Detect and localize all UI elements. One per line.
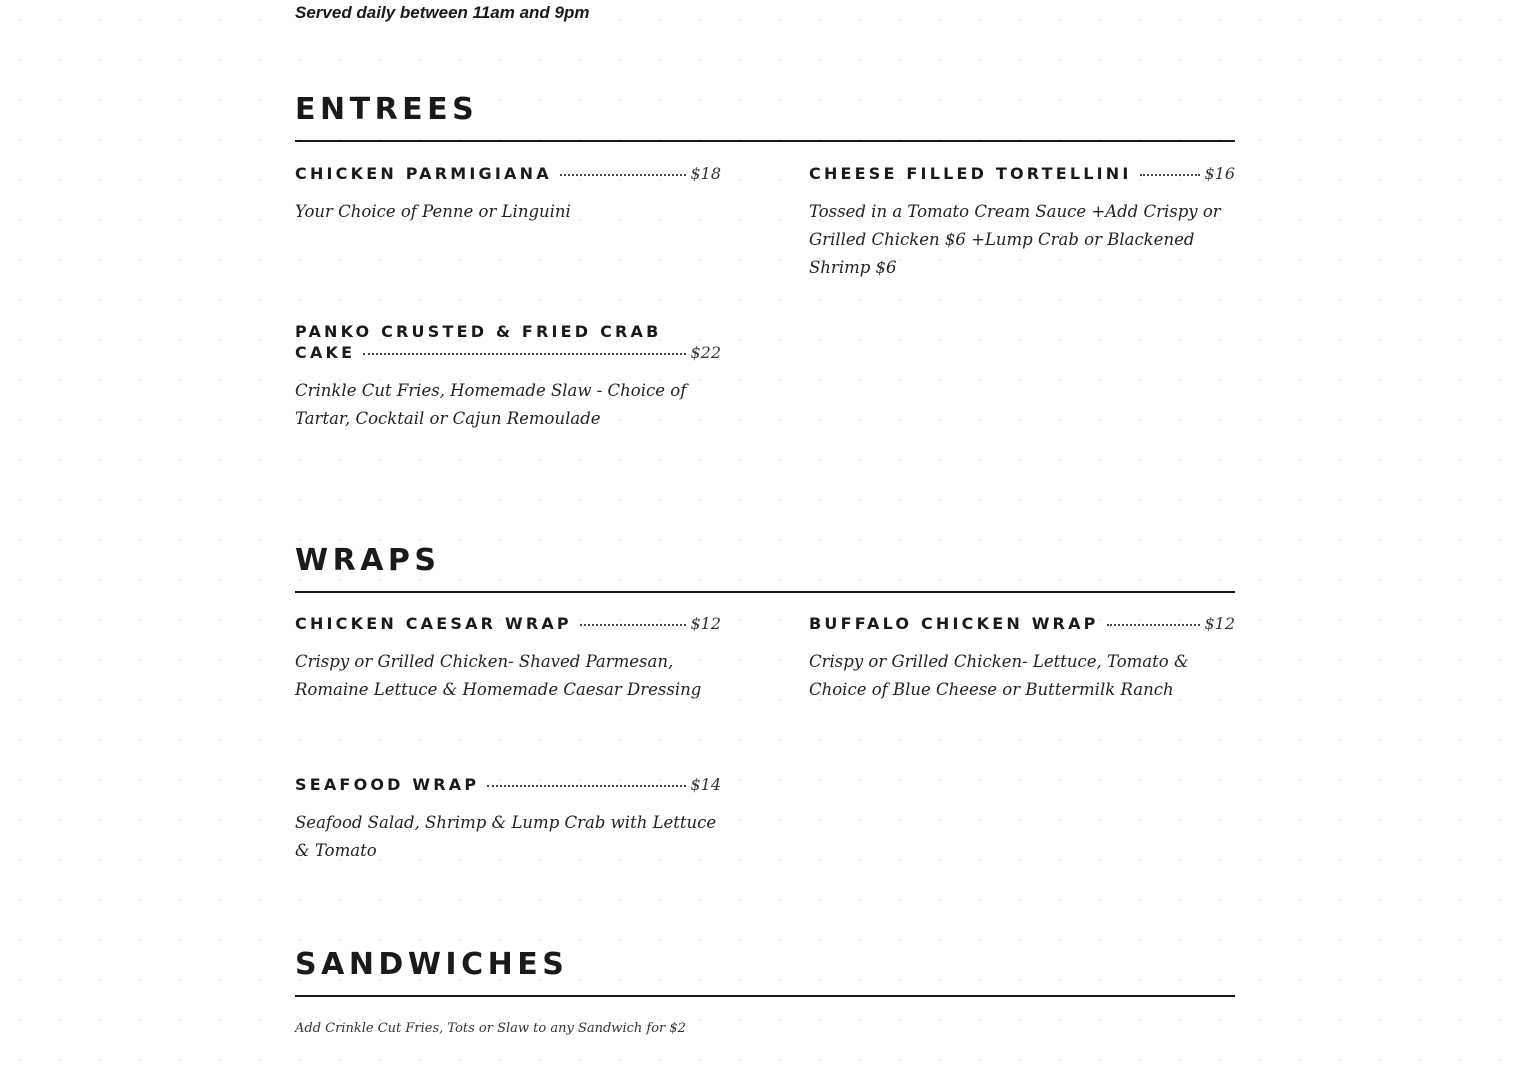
menu-item-chicken-parmigiana [295,163,721,226]
section-title-wraps: WRAPS [295,543,441,578]
item-price: $18 [690,164,721,183]
item-name: SEAFOOD WRAP [295,775,480,794]
item-description: Crispy or Grilled Chicken- Shaved Parmesan, Romaine Lettuce & Homemade Caesar Dressing [295,652,702,699]
item-description: Crinkle Cut Fries, Homemade Slaw - Choice of Tartar, Cocktail or Cajun Remoulade [295,381,687,428]
dot-leader [560,174,687,176]
menu-item-buffalo-chicken-wrap [809,613,1235,704]
menu-item-seafood-wrap [295,774,721,865]
dot-leader [580,624,687,626]
item-name-line2: CAKE [295,343,356,362]
section-divider [295,140,1235,142]
section-divider [295,591,1235,593]
item-price: $22 [690,343,721,362]
item-name-line1: PANKO CRUSTED & FRIED CRAB [295,322,662,341]
item-price: $14 [690,775,721,794]
item-name: CHICKEN CAESAR WRAP [295,614,572,633]
served-hours-text: Served daily between 11am and 9pm [295,3,590,22]
dot-leader [363,353,686,355]
item-description: Tossed in a Tomato Cream Sauce +Add Crispy or Grilled Chicken $6 +Lump Crab or Blackened Shrimp $6 [809,202,1221,277]
item-name: CHICKEN PARMIGIANA [295,164,552,183]
section-title-entrees: ENTREES [295,92,479,127]
wraps-section [295,543,1235,593]
dot-leader [487,785,686,787]
dot-leader [1140,174,1201,176]
menu-item-crab-cake [295,321,721,433]
sandwiches-section [295,947,1235,1036]
item-name: BUFFALO CHICKEN WRAP [809,614,1099,633]
item-description: Crispy or Grilled Chicken- Lettuce, Tomato & Choice of Blue Cheese or Buttermilk Ranch [809,652,1189,699]
item-description: Seafood Salad, Shrimp & Lump Crab with Lettuce & Tomato [295,813,717,860]
item-price: $12 [1204,614,1235,633]
section-title-sandwiches: SANDWICHES [295,947,569,982]
section-divider [295,995,1235,997]
item-name: CHEESE FILLED TORTELLINI [809,164,1132,183]
dot-leader [1107,624,1201,626]
menu-item-cheese-filled-tortellini [809,163,1235,282]
item-description: Your Choice of Penne or Linguini [295,202,571,221]
menu-item-chicken-caesar-wrap [295,613,721,704]
entrees-section [295,92,1235,142]
item-price: $12 [690,614,721,633]
sandwich-side-note: Add Crinkle Cut Fries, Tots or Slaw to any Sandwich for $2 [295,1021,686,1036]
item-price: $16 [1204,164,1235,183]
